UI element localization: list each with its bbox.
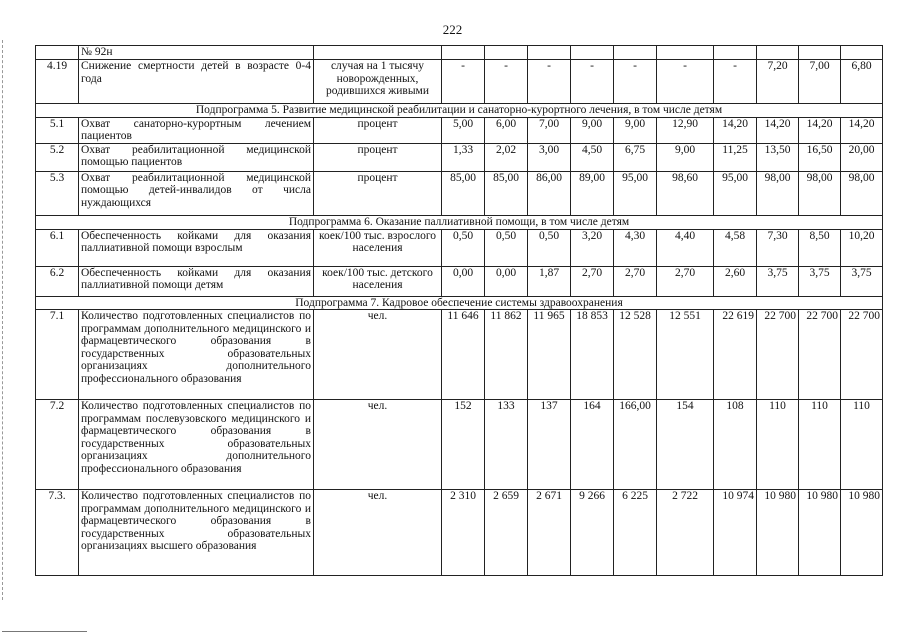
- cell-value: 1,87: [528, 266, 571, 296]
- cell-value: [757, 46, 799, 60]
- table-row: [36, 400, 883, 490]
- cell-unit: чел.: [314, 400, 442, 490]
- cell-unit: случая на 1 тысячу новорожденных, родившихся живыми: [314, 60, 442, 104]
- cell-value: 110: [841, 400, 883, 490]
- cell-num: 5.2: [36, 143, 79, 171]
- cell-value: 7,20: [757, 60, 799, 104]
- cell-value: 9,00: [614, 117, 657, 143]
- cell-value: 86,00: [528, 171, 571, 215]
- cell-value: 14,20: [757, 117, 799, 143]
- section-title: Подпрограмма 7. Кадровое обеспечение системы здравоохранения: [36, 296, 883, 310]
- cell-value: -: [614, 60, 657, 104]
- indicators-table: [35, 45, 883, 576]
- cell-value: 20,00: [841, 143, 883, 171]
- cell-value: 11 646: [442, 310, 485, 400]
- cell-value: 154: [657, 400, 714, 490]
- cell-value: 9 266: [571, 490, 614, 576]
- cell-value: 0,00: [442, 266, 485, 296]
- table-row: [36, 143, 883, 171]
- cell-name: Количество подготовленных специалистов по программам дополнительного медицинского и фармацевтического образования в государственных образовательных организациях дополнительного профессионального образования: [79, 310, 314, 400]
- cell-value: 166,00: [614, 400, 657, 490]
- cell-value: -: [714, 60, 757, 104]
- cell-value: 16,50: [799, 143, 841, 171]
- page-number: 222: [442, 22, 463, 37]
- cell-value: 152: [442, 400, 485, 490]
- cell-value: [485, 46, 528, 60]
- section-title: Подпрограмма 5. Развитие медицинской реабилитации и санаторно-курортного лечения, в том числе детям: [36, 104, 883, 118]
- cell-value: 164: [571, 400, 614, 490]
- cell-value: [657, 46, 714, 60]
- cell-value: 8,50: [799, 229, 841, 266]
- cell-value: 12 528: [614, 310, 657, 400]
- cell-value: 10 980: [799, 490, 841, 576]
- cell-value: 3,75: [841, 266, 883, 296]
- cell-value: 2,02: [485, 143, 528, 171]
- cell-unit: чел.: [314, 490, 442, 576]
- cell-value: 4,50: [571, 143, 614, 171]
- cell-name: Охват реабилитационной медицинской помощью пациентов: [79, 143, 314, 171]
- cell-value: 2 722: [657, 490, 714, 576]
- cell-value: 12 551: [657, 310, 714, 400]
- cell-value: [714, 46, 757, 60]
- cell-value: 14,20: [841, 117, 883, 143]
- cell-name: Охват реабилитационной медицинской помощью детей-инвалидов от числа нуждающихся: [79, 171, 314, 215]
- cell-name: Количество подготовленных специалистов по программам дополнительного медицинского и фармацевтического образования в государственных образовательных организациях высшего образования: [79, 490, 314, 576]
- cell-value: 85,00: [442, 171, 485, 215]
- cell-num: 6.1: [36, 229, 79, 266]
- cell-value: 22 700: [799, 310, 841, 400]
- cell-num: 5.1: [36, 117, 79, 143]
- cell-value: -: [657, 60, 714, 104]
- cell-value: -: [528, 60, 571, 104]
- cell-value: 22 700: [841, 310, 883, 400]
- cell-value: [571, 46, 614, 60]
- cell-unit: процент: [314, 171, 442, 215]
- cell-value: 10 980: [841, 490, 883, 576]
- cell-value: 0,50: [528, 229, 571, 266]
- cell-num: [36, 46, 79, 60]
- cell-value: 0,50: [485, 229, 528, 266]
- cell-value: 89,00: [571, 171, 614, 215]
- cell-value: [528, 46, 571, 60]
- cell-value: 3,20: [571, 229, 614, 266]
- cell-value: 133: [485, 400, 528, 490]
- cell-num: 4.19: [36, 60, 79, 104]
- cell-value: 2,70: [657, 266, 714, 296]
- cell-value: 9,00: [571, 117, 614, 143]
- cell-value: 0,00: [485, 266, 528, 296]
- cell-name: Снижение смертности детей в возрасте 0-4 года: [79, 60, 314, 104]
- cell-value: [841, 46, 883, 60]
- cell-value: 0,50: [442, 229, 485, 266]
- cell-value: 4,58: [714, 229, 757, 266]
- section-header-row: [36, 215, 883, 229]
- cell-value: 9,00: [657, 143, 714, 171]
- cell-value: 11,25: [714, 143, 757, 171]
- cell-value: 14,20: [799, 117, 841, 143]
- cell-value: 5,00: [442, 117, 485, 143]
- table-row-fragment: [36, 46, 883, 60]
- cell-name: Обеспеченность койками для оказания паллиативной помощи взрослым: [79, 229, 314, 266]
- table-row: [36, 60, 883, 104]
- cell-value: 2 671: [528, 490, 571, 576]
- cell-value: 2,70: [571, 266, 614, 296]
- cell-value: 98,00: [841, 171, 883, 215]
- table-body: [36, 46, 883, 576]
- table-row: [36, 117, 883, 143]
- cell-unit: коек/100 тыс. взрослого населения: [314, 229, 442, 266]
- cell-num: 7.2: [36, 400, 79, 490]
- cell-value: 110: [757, 400, 799, 490]
- cell-value: 14,20: [714, 117, 757, 143]
- cell-value: 6,75: [614, 143, 657, 171]
- cell-value: 95,00: [714, 171, 757, 215]
- table-row: [36, 266, 883, 296]
- cell-value: 2 310: [442, 490, 485, 576]
- cell-value: 2,60: [714, 266, 757, 296]
- table-row: [36, 490, 883, 576]
- cell-value: 95,00: [614, 171, 657, 215]
- left-margin-rule: [2, 40, 4, 600]
- cell-value: 6 225: [614, 490, 657, 576]
- cell-value: 18 853: [571, 310, 614, 400]
- cell-value: -: [442, 60, 485, 104]
- cell-value: -: [571, 60, 614, 104]
- cell-value: 137: [528, 400, 571, 490]
- cell-num: 7.3.: [36, 490, 79, 576]
- cell-value: 98,60: [657, 171, 714, 215]
- cell-num: 7.1: [36, 310, 79, 400]
- cell-unit: [314, 46, 442, 60]
- cell-value: 22 619: [714, 310, 757, 400]
- cell-value: 10 974: [714, 490, 757, 576]
- cell-name: Количество подготовленных специалистов по программам послевузовского медицинского и фармацевтического образования в государственных образовательных организациях дополнительного профессионального образования: [79, 400, 314, 490]
- cell-value: 98,00: [757, 171, 799, 215]
- table-row: [36, 310, 883, 400]
- cell-unit: процент: [314, 143, 442, 171]
- section-header-row: [36, 296, 883, 310]
- cell-value: 4,30: [614, 229, 657, 266]
- section-header-row: [36, 104, 883, 118]
- section-title: Подпрограмма 6. Оказание паллиативной помощи, в том числе детям: [36, 215, 883, 229]
- cell-value: 110: [799, 400, 841, 490]
- cell-value: 2,70: [614, 266, 657, 296]
- cell-value: 10,20: [841, 229, 883, 266]
- cell-value: 3,75: [757, 266, 799, 296]
- cell-value: 3,75: [799, 266, 841, 296]
- cell-value: 2 659: [485, 490, 528, 576]
- cell-value: 1,33: [442, 143, 485, 171]
- cell-value: [799, 46, 841, 60]
- cell-value: 85,00: [485, 171, 528, 215]
- cell-value: 4,40: [657, 229, 714, 266]
- cell-value: 108: [714, 400, 757, 490]
- table-row: [36, 171, 883, 215]
- cell-value: 13,50: [757, 143, 799, 171]
- cell-value: 11 862: [485, 310, 528, 400]
- cell-value: 98,00: [799, 171, 841, 215]
- footnote-rule: [2, 631, 87, 632]
- cell-value: 11 965: [528, 310, 571, 400]
- cell-name: № 92н: [79, 46, 314, 60]
- cell-value: 7,30: [757, 229, 799, 266]
- cell-value: 3,00: [528, 143, 571, 171]
- cell-value: [614, 46, 657, 60]
- cell-value: -: [485, 60, 528, 104]
- cell-value: 7,00: [799, 60, 841, 104]
- cell-value: 10 980: [757, 490, 799, 576]
- table-row: [36, 229, 883, 266]
- cell-value: 7,00: [528, 117, 571, 143]
- cell-num: 6.2: [36, 266, 79, 296]
- cell-unit: процент: [314, 117, 442, 143]
- cell-value: 22 700: [757, 310, 799, 400]
- cell-unit: чел.: [314, 310, 442, 400]
- cell-name: Обеспеченность койками для оказания паллиативной помощи детям: [79, 266, 314, 296]
- cell-value: 6,80: [841, 60, 883, 104]
- cell-unit: коек/100 тыс. детского населения: [314, 266, 442, 296]
- cell-value: [442, 46, 485, 60]
- cell-value: 6,00: [485, 117, 528, 143]
- cell-value: 12,90: [657, 117, 714, 143]
- cell-name: Охват санаторно-курортным лечением пациентов: [79, 117, 314, 143]
- cell-num: 5.3: [36, 171, 79, 215]
